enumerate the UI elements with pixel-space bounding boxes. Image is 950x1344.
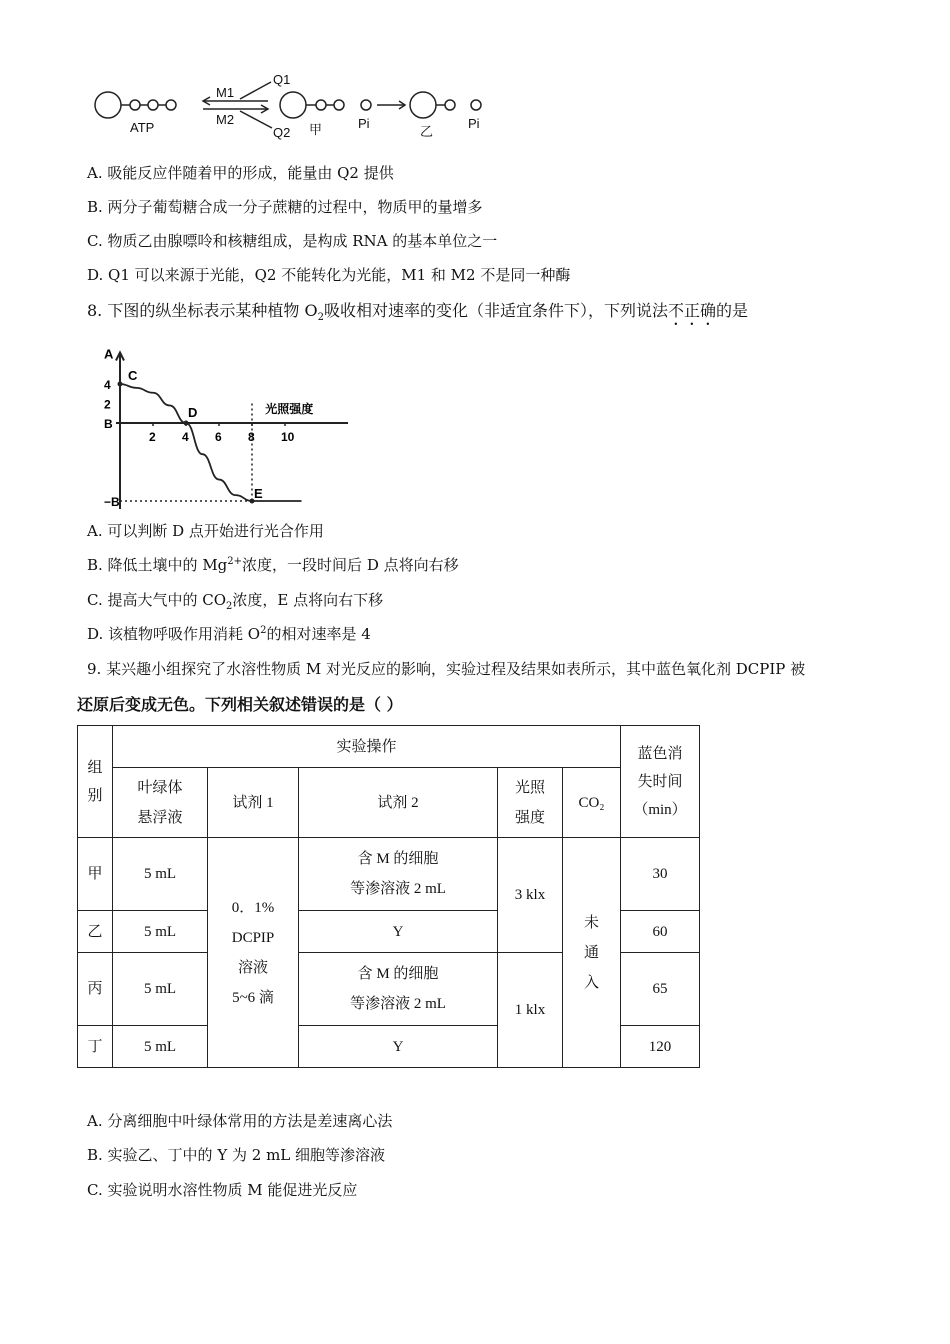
adenosine-circle-atp: [95, 92, 121, 118]
chloroplast-cell: 5 mL: [113, 911, 208, 953]
pi-label-2: Pi: [468, 116, 480, 131]
x-tick-label: 10: [281, 430, 295, 444]
group-cell: 甲: [78, 838, 113, 911]
co2-merged-cell: 未 通 入: [563, 838, 621, 1068]
phosphate-circle: [148, 100, 158, 110]
q7-option-d: D. Q1 可以来源于光能，Q2 不能转化为光能，M1 和 M2 不是同一种酶: [87, 266, 571, 284]
light-high-cell: 3 klx: [498, 838, 563, 953]
q8-option-d-sup: 2: [260, 625, 267, 636]
q8-stem: [87, 298, 748, 329]
q8-option-c: [87, 589, 383, 612]
group-cell: 丙: [78, 953, 113, 1026]
q8-option-b-post: 浓度，一段时间后 D 点将向右移: [242, 556, 459, 574]
phosphate-circle: [334, 100, 344, 110]
adenosine-circle-jia: [280, 92, 306, 118]
m1-label: M1: [216, 85, 235, 100]
y-tick-label: 2: [104, 397, 111, 412]
q8-option-b-sup: 2+: [227, 556, 243, 567]
m2-label: M2: [216, 112, 235, 127]
x-tick-label: 6: [215, 430, 222, 444]
point-label-d: D: [188, 405, 198, 420]
free-phosphate-circle: [471, 100, 481, 110]
atp-reaction-diagram: [90, 72, 500, 142]
reagent2-cell: 含 M 的细胞 等渗溶液 2 mL: [299, 838, 498, 911]
experiment-table: [77, 725, 700, 1068]
header-co2: CO₂: [563, 768, 621, 838]
y-tick-label: B: [104, 417, 113, 431]
y-tick-label: −B: [104, 495, 120, 509]
q8-option-c-sub: 2: [226, 601, 233, 612]
q8-option-b-pre: B. 降低土壤中的 Mg: [87, 556, 228, 574]
q9-stem-line2: 还原后变成无色。下列相关叙述错误的是（ ）: [77, 695, 403, 714]
q7-option-c: C. 物质乙由腺嘌呤和核糖组成，是构成 RNA 的基本单位之一: [87, 232, 498, 250]
light-low-cell: 1 klx: [498, 953, 563, 1068]
point-label-e: E: [254, 486, 263, 501]
q8-option-c-post: 浓度，E 点将向右下移: [232, 591, 384, 609]
reagent1-merged-cell: 0．1% DCPIP 溶液 5~6 滴: [208, 838, 299, 1068]
q7-option-b: B. 两分子葡萄糖合成一分子蔗糖的过程中，物质甲的量增多: [87, 198, 483, 216]
phosphate-circle: [130, 100, 140, 110]
group-cell: 乙: [78, 911, 113, 953]
reagent2-cell: Y: [299, 911, 498, 953]
q8-option-d-pre: D. 该植物呼吸作用消耗 O: [87, 625, 261, 643]
point-c: [118, 382, 123, 387]
yi-label: 乙: [420, 124, 434, 139]
q8-option-a: A. 可以判断 D 点开始进行光合作用: [87, 522, 324, 540]
q9-option-c: C. 实验说明水溶性物质 M 能促进光反应: [87, 1181, 358, 1199]
q9-stem-line1: 9. 某兴趣小组探究了水溶性物质 M 对光反应的影响，实验过程及结果如表所示，其中蓝色氧化剂 DCPIP 被: [87, 660, 806, 678]
reagent2-cell: Y: [299, 1026, 498, 1068]
jia-label: 甲: [309, 122, 323, 137]
point-label-c: C: [128, 368, 138, 383]
chloroplast-cell: 5 mL: [113, 1026, 208, 1068]
y-axis-label: A: [104, 346, 114, 362]
header-chloroplast: 叶绿体 悬浮液: [113, 768, 208, 838]
q8-option-d-post: 的相对速率是 4: [266, 625, 371, 643]
time-cell: 120: [621, 1026, 700, 1068]
reagent2-cell: 含 M 的细胞 等渗溶液 2 mL: [299, 953, 498, 1026]
point-d: [184, 421, 189, 426]
x-tick-label: 4: [182, 430, 189, 444]
header-blue-time: 蓝色消 失时间 （min）: [621, 726, 700, 838]
y-tick-label: 4: [104, 378, 111, 392]
x-axis-label: 光照强度: [265, 402, 314, 416]
adenosine-circle-yi: [410, 92, 436, 118]
q7-option-a: A. 吸能反应伴随着甲的形成，能量由 Q2 提供: [87, 164, 394, 182]
q8-option-b: [87, 554, 459, 575]
q9-option-b: B. 实验乙、丁中的 Y 为 2 mL 细胞等渗溶液: [87, 1146, 386, 1164]
q2-label: Q2: [273, 125, 291, 140]
time-cell: 65: [621, 953, 700, 1026]
q8-option-d: [87, 623, 371, 644]
time-cell: 30: [621, 838, 700, 911]
q8-option-c-pre: C. 提高大气中的 CO: [87, 591, 227, 609]
chloroplast-cell: 5 mL: [113, 953, 208, 1026]
q8-stem-emphasis: 不正确: [667, 301, 716, 320]
q8-stem-pre: 8. 下图的纵坐标表示某种植物 O: [87, 301, 318, 320]
time-cell: 60: [621, 911, 700, 953]
q1-label: Q1: [273, 72, 291, 87]
x-tick-label: 8: [248, 430, 255, 444]
q8-stem-mid: 吸收相对速率的变化（非适宜条件下），下列说法: [323, 301, 668, 320]
atp-label: ATP: [130, 120, 155, 135]
q9-option-a: A. 分离细胞中叶绿体常用的方法是差速离心法: [87, 1112, 393, 1130]
phosphate-circle: [316, 100, 326, 110]
group-cell: 丁: [78, 1026, 113, 1068]
pi-label-1: Pi: [358, 116, 370, 131]
q8-stem-sub: 2: [317, 312, 324, 324]
header-group: 组 别: [78, 726, 113, 838]
header-light: 光照 强度: [498, 768, 563, 838]
free-phosphate-circle: [361, 100, 371, 110]
phosphate-circle: [166, 100, 176, 110]
q8-stem-post: 的是: [715, 301, 748, 320]
header-reagent1: 试剂 1: [208, 768, 299, 838]
chloroplast-cell: 5 mL: [113, 838, 208, 911]
o2-uptake-chart: [88, 330, 338, 509]
header-reagent2: 试剂 2: [299, 768, 498, 838]
header-operations: 实验操作: [113, 726, 621, 768]
x-tick-label: 2: [149, 430, 156, 444]
phosphate-circle: [445, 100, 455, 110]
